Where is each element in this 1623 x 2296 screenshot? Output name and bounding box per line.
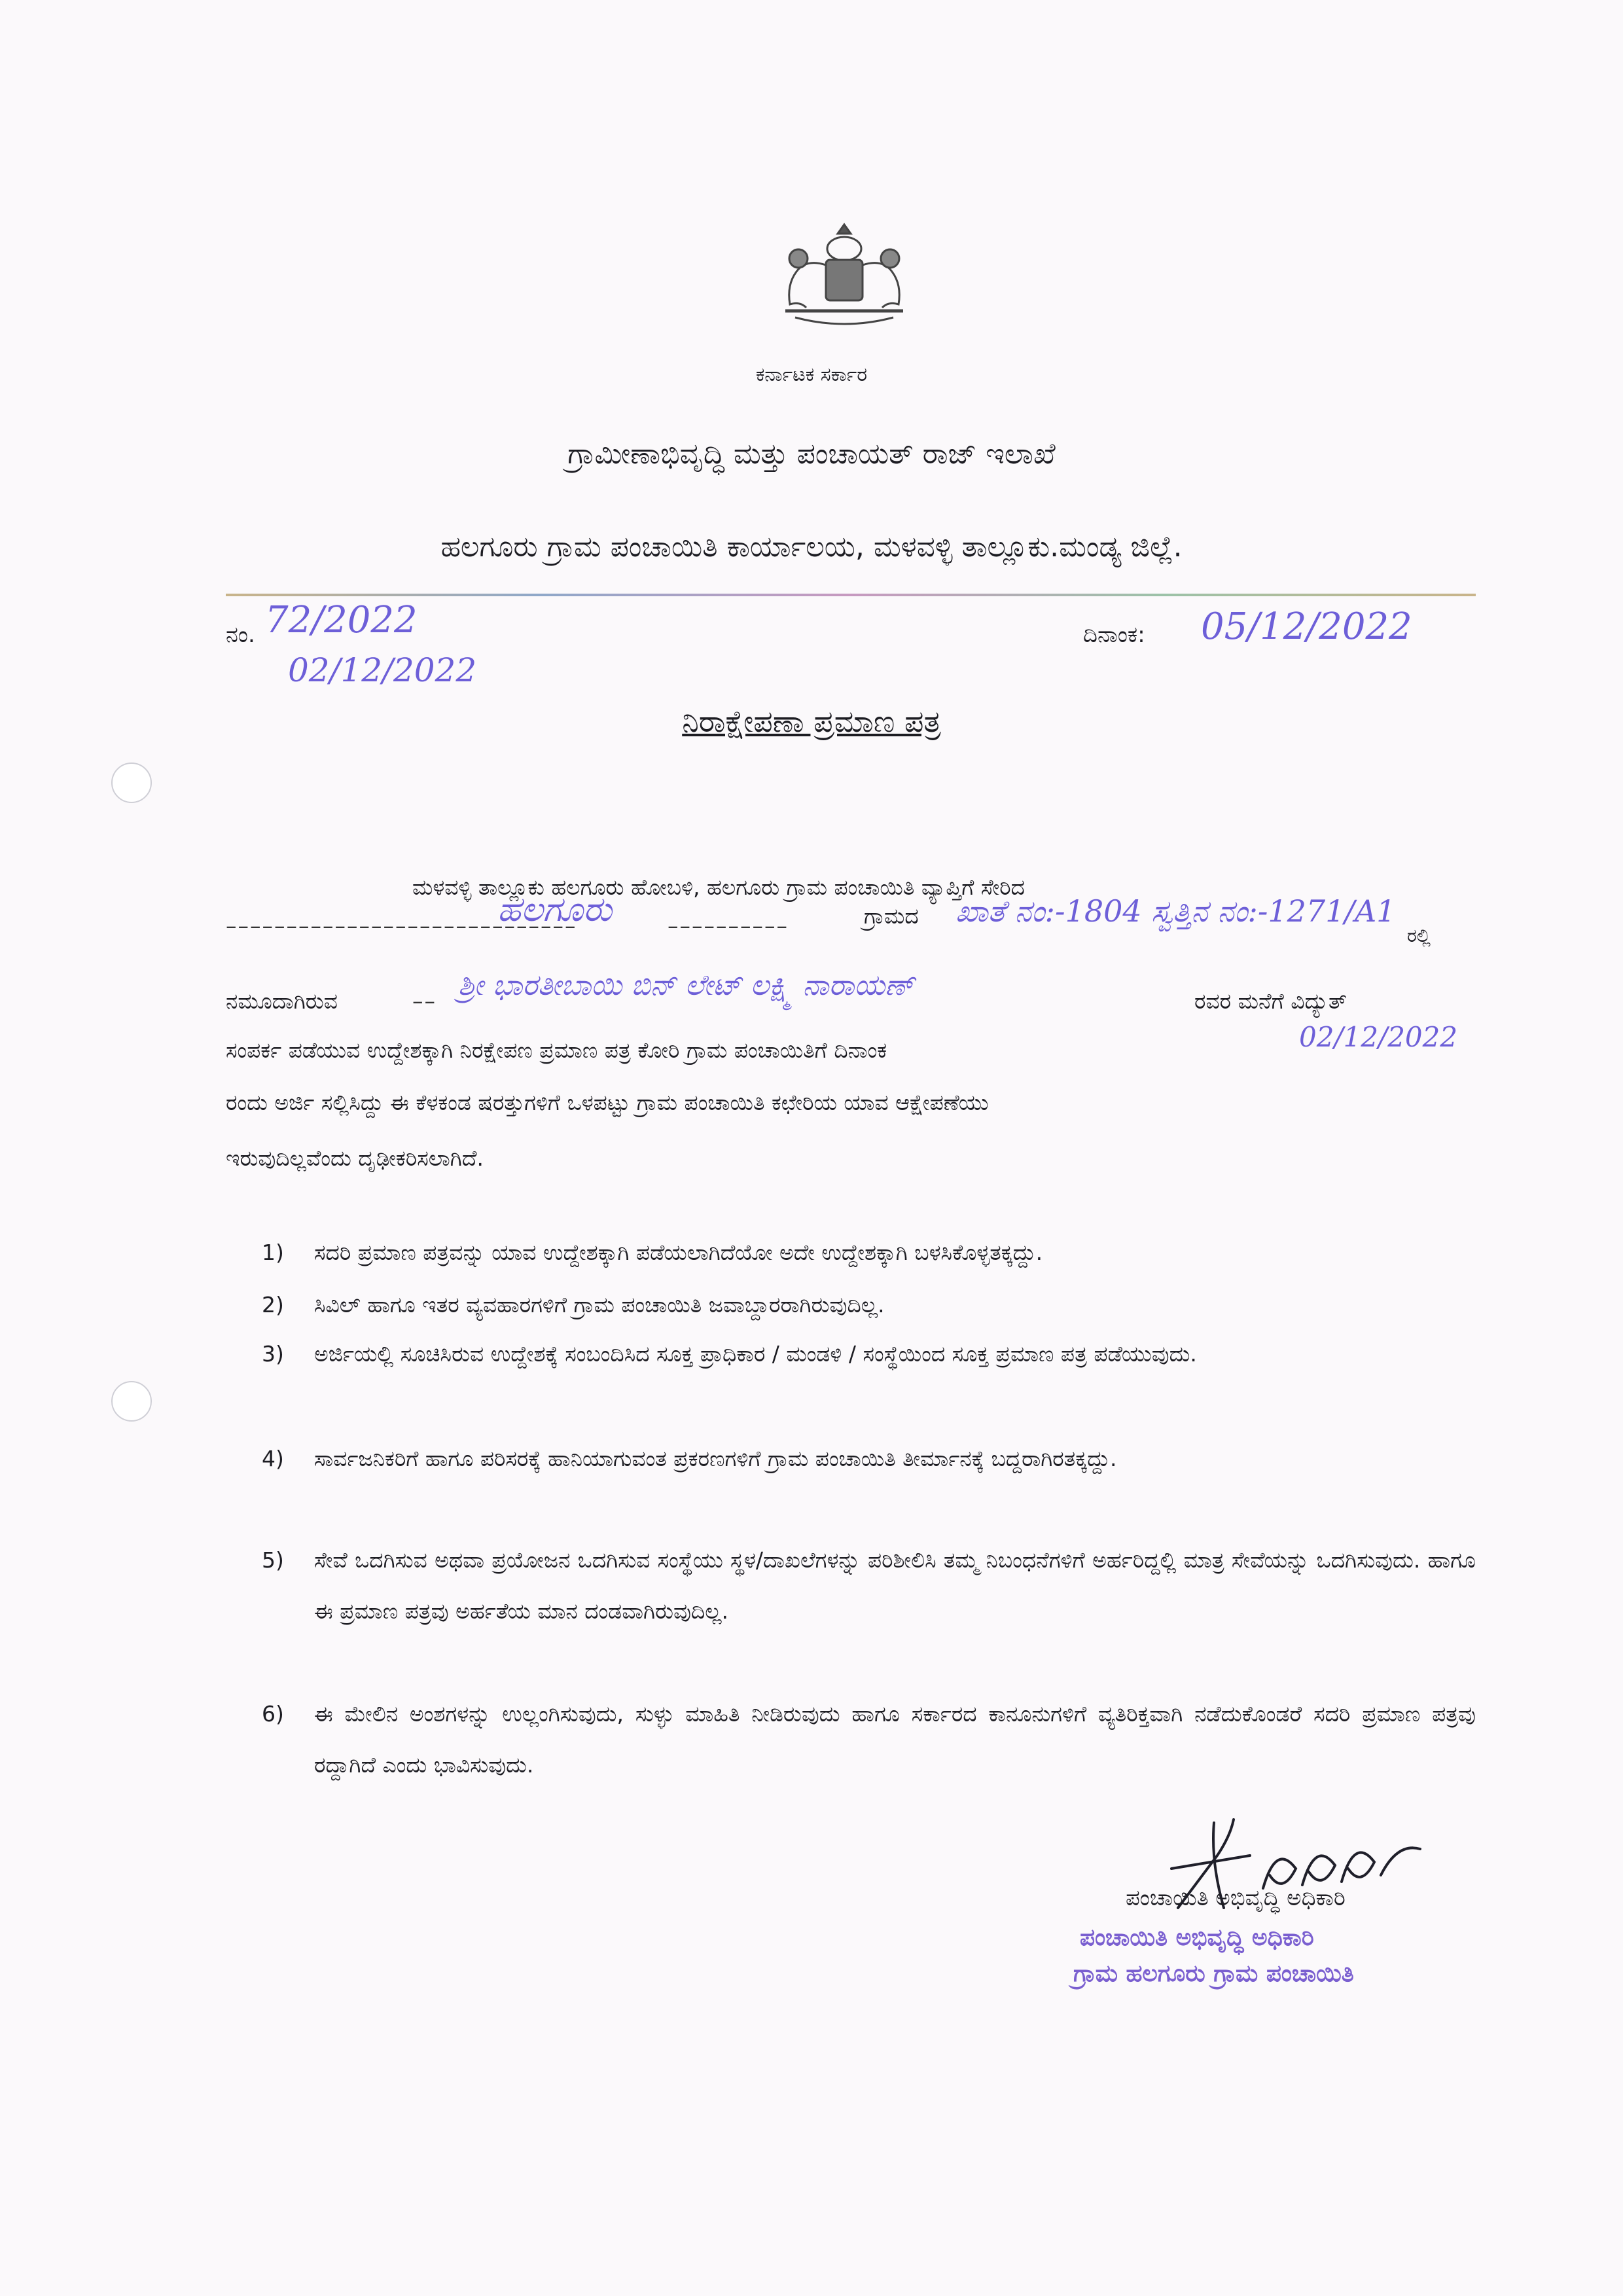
body-line-5: ಇರುವುದಿಲ್ಲವೆಂದು ದೃಢೀಕರಿಸಲಾಗಿದೆ. — [226, 1145, 484, 1171]
punch-hole — [111, 762, 152, 803]
applicant-name: ಶ್ರೀ ಭಾರತೀಬಾಯಿ ಬಿನ್ ಲೇಟ್ ಲಕ್ಷ್ಮಿ ನಾರಾಯಣ್ — [458, 969, 914, 1002]
blank-line: ––––––––––––––––––––––––––––– — [226, 913, 577, 939]
reference-number: 72/2022 — [265, 599, 418, 641]
condition-item: 2) ಸಿವಿಲ್ ಹಾಗೂ ಇತರ ವ್ಯವಹಾರಗಳಿಗೆ ಗ್ರಾಮ ಪಂಚಾಯಿತಿ ಜವಾಬ್ದಾರರಾಗಿರುವುದಿಲ್ಲ. — [262, 1292, 885, 1318]
property-numbers: ಖಾತೆ ನಂ:-1804 ಸ್ವತ್ತಿನ ನಂ:-1271/A1 — [955, 893, 1396, 929]
certificate-title: ನಿರಾಕ್ಷೇಪಣಾ ಪ್ರಮಾಣ ಪತ್ರ — [682, 704, 941, 739]
blank-line: –– — [412, 988, 437, 1014]
department-name: ಗ್ರಾಮೀಣಾಭಿವೃದ್ಧಿ ಮತ್ತು ಪಂಚಾಯತ್ ರಾಜ್ ಇಲಾಖೆ — [567, 437, 1056, 471]
officer-designation: ಪಂಚಾಯಿತಿ ಅಭಿವೃದ್ಧಿ ಅಧಿಕಾರಿ — [1126, 1885, 1346, 1911]
date-value: 05/12/2022 — [1201, 605, 1412, 648]
punch-hole — [111, 1381, 152, 1422]
header-divider — [226, 594, 1476, 596]
condition-item: 3) ಅರ್ಜಿಯಲ್ಲಿ ಸೂಚಿಸಿರುವ ಉದ್ದೇಶಕ್ಕೆ ಸಂಬಂದಿಸಿದ ಸೂಕ್ತ ಪ್ರಾಧಿಕಾರ / ಮಂಡಳಿ / ಸಂಸ್ಥೆಯಿಂದ ಸೂಕ್ತ ಪ್ರಮಾಣ ಪತ್ರ ಪಡೆಯುವುದು. — [262, 1341, 1197, 1367]
stamp-line-2: ಗ್ರಾಮ ಹಲಗೂರು ಗ್ರಾಮ ಪಂಚಾಯಿತಿ — [1073, 1960, 1354, 1987]
stamp-line-1: ಪಂಚಾಯಿತಿ ಅಭಿವೃದ್ಧಿ ಅಧಿಕಾರಿ — [1080, 1924, 1314, 1951]
village-suffix: ಗ್ರಾಮದ — [864, 903, 919, 929]
condition-item: 6) ಈ ಮೇಲಿನ ಅಂಶಗಳನ್ನು ಉಲ್ಲಂಗಿಸುವುದು, ಸುಳ್ಳು ಮಾಹಿತಿ ನೀಡಿರುವುದು ಹಾಗೂ ಸರ್ಕಾರದ ಕಾನೂನುಗಳಿಗೆ ವ್ಯತಿರಿಕ್ತವಾಗಿ ನಡೆದುಕೊಂಡರೆ ಸದರಿ ಪ್ರಮಾಣ ಪತ್ರವು ರದ್ದಾಗಿದೆ ಎಂದು ಭಾವಿಸುವುದು. — [262, 1701, 1476, 1778]
applicant-prefix: ನಮೂದಾಗಿರುವ — [226, 988, 338, 1014]
application-date: 02/12/2022 — [1299, 1021, 1458, 1053]
village-name: ಹಲಗೂರು — [497, 890, 613, 929]
body-line-1: ಮಳವಳ್ಳಿ ತಾಲ್ಲೂಕು ಹಲಗೂರು ಹೋಬಳಿ, ಹಲಗೂರು ಗ್ರಾಮ ಪಂಚಾಯಿತಿ ವ್ಯಾಪ್ತಿಗೆ ಸೇರಿದ — [412, 874, 1025, 900]
body-line-3: ಸಂಪರ್ಕ ಪಡೆಯುವ ಉದ್ದೇಶಕ್ಕಾಗಿ ನಿರಕ್ಷೇಪಣ ಪ್ರಮಾಣ ಪತ್ರ ಕೋರಿ ಗ್ರಾಮ ಪಂಚಾಯಿತಿಗೆ ದಿನಾಂಕ — [226, 1037, 887, 1063]
condition-item: 5) ಸೇವೆ ಒದಗಿಸುವ ಅಥವಾ ಪ್ರಯೋಜನ ಒದಗಿಸುವ ಸಂಸ್ಥೆಯು ಸ್ಥಳ/ದಾಖಲೆಗಳನ್ನು ಪರಿಶೀಲಿಸಿ ತಮ್ಮ ನಿಬಂಧನೆಗಳಿಗೆ ಅರ್ಹರಿದ್ದಲ್ಲಿ ಮಾತ್ರ ಸೇವೆಯನ್ನು ಒದಗಿಸುವುದು. ಹಾಗೂ ಈ ಪ್ರಮಾಣ ಪತ್ರವು ಅರ್ಹತೆಯ ಮಾನ ದಂಡವಾಗಿರುವುದಿಲ್ಲ. — [262, 1547, 1476, 1624]
condition-item: 4) ಸಾರ್ವಜನಿಕರಿಗೆ ಹಾಗೂ ಪರಿಸರಕ್ಕೆ ಹಾನಿಯಾಗುವಂತ ಪ್ರಕರಣಗಳಿಗೆ ಗ್ರಾಮ ಪಂಚಾಯಿತಿ ತೀರ್ಮಾನಕ್ಕೆ ಬದ್ದರಾಗಿರತಕ್ಕದ್ದು. — [262, 1446, 1117, 1471]
applicant-suffix: ರವರ ಮನೆಗೆ ವಿದ್ಯುತ್ — [1194, 988, 1347, 1014]
number-label: ನಂ. — [226, 622, 255, 648]
date-label: ದಿನಾಂಕ: — [1083, 622, 1145, 648]
condition-item: 1) ಸದರಿ ಪ್ರಮಾಣ ಪತ್ರವನ್ನು ಯಾವ ಉದ್ದೇಶಕ್ಕಾಗಿ ಪಡೆಯಲಾಗಿದೆಯೋ ಅದೇ ಉದ್ದೇಶಕ್ಕಾಗಿ ಬಳಸಿಕೊಳ್ಳತಕ್ಕದ್ದು. — [262, 1240, 1043, 1265]
body-line-4: ರಂದು ಅರ್ಜಿ ಸಲ್ಲಿಸಿದ್ದು ಈ ಕೆಳಕಂಡ ಷರತ್ತುಗಳಿಗೆ ಒಳಪಟ್ಟು ಗ್ರಾಮ ಪಂಚಾಯಿತಿ ಕಛೇರಿಯ ಯಾವ ಆಕ್ಷೇಪಣೆಯು — [226, 1090, 989, 1115]
office-address: ಹಲಗೂರು ಗ್ರಾಮ ಪಂಚಾಯಿತಿ ಕಾರ್ಯಾಲಯ, ಮಳವಳ್ಳಿ ತಾಲ್ಲೂಕು.ಮಂಡ್ಯ ಜಿಲ್ಲೆ. — [440, 530, 1183, 564]
government-name: ಕರ್ನಾಟಕ ಸರ್ಕಾರ — [755, 363, 868, 386]
reference-number-date: 02/12/2022 — [288, 651, 477, 689]
property-suffix: ರಲ್ಲಿ — [1407, 925, 1431, 946]
karnataka-emblem-icon — [766, 219, 923, 334]
blank-line: –––––––––– — [668, 913, 789, 939]
